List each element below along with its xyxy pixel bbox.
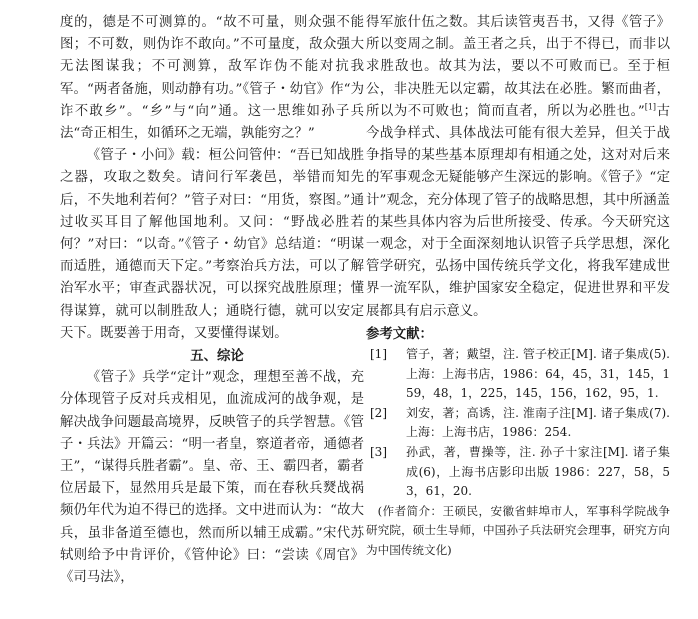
reference-number: [1] xyxy=(370,347,387,362)
reference-text: 管子，著；戴望，注. 管子校正[M]. 诸子集成(5). 上海：上海书店，1986：64，45，31，145，159，48，1，225，145，156，162，95，1. xyxy=(406,347,670,401)
reference-number: [2] xyxy=(370,405,387,420)
paragraph-continued-right xyxy=(366,12,670,323)
author-note: (作者简介：王硕民，安徽省蚌埠市人，军事科学院战争研究院，硕士生导师，中国孙子兵法研究会理事，研究方向为中国传统文化) xyxy=(366,503,670,557)
left-column xyxy=(60,12,364,589)
reference-text: 孙武，著，曹操等，注. 孙子十家注[M]. 诸子集成(6)，上海书店影印出版 1986：227，58，53，61，20. xyxy=(406,445,670,499)
right-column xyxy=(366,12,670,561)
reference-item xyxy=(366,345,670,404)
paragraph-guanzi-xiaowen: 《管子・小问》载：桓公问管仲：“吾已知战胜之器，攻取之数矣。请问行军袭邑，举错而知先后，不失地利若何？”管子对曰：“用货，察图。”通过收买耳目了解他国地利。又问：“野战必胜若何？”对曰：“以奇。”《管子・幼官》总结道：“明谋而适胜，通德而天下定。”考察治兵方法，可以了解治军水平；审查武器状况，可以探究战胜原理；懂得谋算，就可以制胜敌人；通晓行德，就可以安定天下。既要善于用奇，又要懂得谋划。 xyxy=(60,148,364,341)
paragraph-closing: 古今战争样式、具体战法可能有很大差异，但关于战争指导的某些基本原理却有相通之处，这对对后来的军事观念无疑能够产生深远的影响。《管子》“定计”观念，充分体现了管子的战略思想，其中所涵盖的某些具体内容为后世所接受、传承。今天研究这一观念，对于全面深刻地认识管子兵学思想，深化管学研究，弘扬中国传统兵学文化，将我军建成世界一流军队，维护国家安全稳定，促进世界和平发展都具有启示意义。 xyxy=(366,103,670,319)
paragraph-continued: 度的，德是不可测算的。“故不可量，则众强不能图；不可数，则伪诈不敢向。”不可量度，敌众强大无法图谋我；不可测算，敌军诈伪不能对抗我军。“两者备施，则动静有功。”《管子・幼官》作“为诈不敢乡”。“乡”与“向”通。这一思维如孙子兵法“奇正相生，如循环之无端，孰能穷之？” xyxy=(60,15,364,142)
paragraph-conclusion: 《管子》兵学“定计”观念，理想至善不战，充分体现管子反对兵戎相见，血流成河的战争观，是解决战争问题最高境界，反映管子的兵学智慧。《管子・兵法》开篇云：“明一者皇，察道者帝，通德者王”，“谋得兵胜者霸”。皇、帝、王、霸四者，霸者位居最下，显然用兵是最下策，而在春秋兵燹战祸频仍年代为迫不得已的选择。文中进而认为：“故大兵，虽非备道至德也，然而所以辅王成霸。”宋代苏轼则给予中肯评价，《管仲论》曰：“尝读《周官》《司马法》， xyxy=(60,370,364,586)
footnote-marker: [1] xyxy=(644,102,657,112)
reference-text: 刘安，著；高诱，注. 淮南子注[M]. 诸子集成(7). 上海：上海书店，1986：254. xyxy=(406,405,670,440)
reference-item xyxy=(366,443,670,502)
reference-item xyxy=(366,404,670,443)
quote-continued: 得军旅什伍之数。其后读管夷吾书，又得《管子》所以变周之制。盖王者之兵，出于不得已，而非以求胜敌也。故其为法，要以不可败而已。至于桓公，非决胜无以定霸，故其法在必胜。繁而曲者，所以为不可败也；简而直者，所以为必胜也。” xyxy=(366,15,670,119)
reference-list xyxy=(366,345,670,502)
references-title: 参考文献： xyxy=(366,325,433,342)
section-heading-conclusion: 五、综论 xyxy=(190,348,244,365)
reference-number: [3] xyxy=(370,445,387,460)
